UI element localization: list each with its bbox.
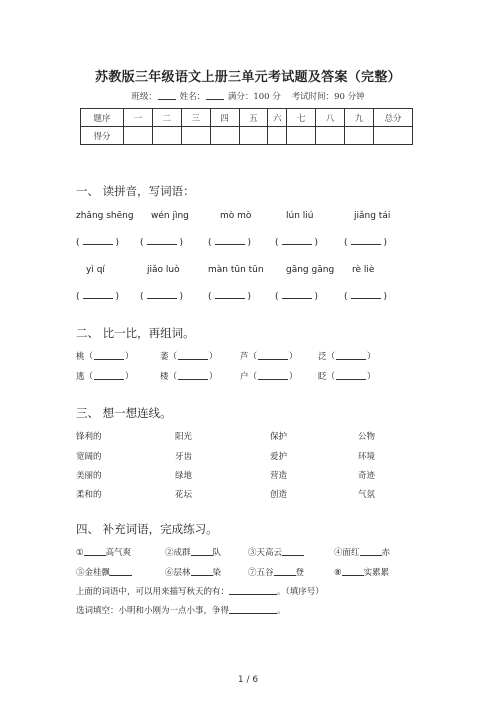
idiom-item	[248, 566, 304, 578]
compare-char: 萎	[160, 352, 169, 362]
match-word[interactable]: 阳光	[175, 432, 193, 442]
score-cell[interactable]	[374, 127, 413, 145]
compare-item	[240, 350, 298, 362]
bracket-close: )	[179, 238, 184, 248]
bracket-close: )	[383, 238, 388, 248]
pinyin-item: zhǎng shēng	[76, 211, 134, 221]
answer-blank[interactable]	[229, 586, 277, 595]
answer-blank[interactable]	[215, 236, 245, 245]
answer-bracket-row	[76, 290, 119, 302]
bracket-open: （	[84, 372, 94, 382]
bracket-close: )	[247, 238, 252, 248]
compare-char: 芦	[240, 352, 249, 362]
answer-bracket-row	[208, 290, 251, 302]
bracket-close: ）	[209, 352, 218, 362]
answer-bracket-row	[275, 236, 318, 248]
compare-item	[160, 370, 218, 382]
bracket-close: ）	[209, 372, 218, 382]
section-heading-3: 三、 想一想连线。	[76, 406, 172, 420]
score-cell[interactable]	[152, 127, 181, 145]
answer-blank[interactable]	[336, 351, 366, 360]
compare-item	[240, 370, 298, 382]
table-cell: 题序	[81, 109, 124, 127]
table-cell: 四	[210, 109, 239, 127]
compare-item	[160, 350, 218, 362]
compare-char: 泛	[318, 352, 327, 362]
bracket-close: ）	[289, 352, 298, 362]
pinyin-item: rè liè	[352, 265, 375, 275]
answer-blank[interactable]	[282, 236, 312, 245]
table-cell: 七	[287, 109, 316, 127]
score-cell[interactable]	[124, 127, 153, 145]
idiom-prefix: ④面红	[334, 548, 360, 558]
match-word[interactable]: 营造	[270, 471, 288, 481]
bracket-open: （	[84, 352, 94, 362]
table-cell: 总分	[374, 109, 413, 127]
answer-bracket-row	[140, 290, 183, 302]
bracket-open: （	[168, 372, 178, 382]
table-cell: 八	[316, 109, 345, 127]
section-heading-4: 四、 补充词语，完成练习。	[76, 522, 218, 536]
score-table-score-row	[81, 127, 413, 145]
answer-blank[interactable]	[178, 371, 208, 380]
bracket-close: ）	[367, 352, 376, 362]
idiom-blank[interactable]	[191, 567, 213, 576]
match-word[interactable]: 创造	[270, 490, 288, 500]
score-cell[interactable]	[239, 127, 268, 145]
idiom-item	[76, 566, 132, 578]
answer-blank[interactable]	[83, 236, 113, 245]
answer-blank[interactable]	[215, 290, 245, 299]
score-table	[80, 108, 413, 145]
compare-char: 桃	[76, 352, 85, 362]
idiom-blank[interactable]	[84, 547, 106, 556]
score-cell[interactable]	[210, 127, 239, 145]
score-cell[interactable]	[316, 127, 345, 145]
compare-char: 楼	[160, 372, 169, 382]
idiom-blank[interactable]	[110, 567, 132, 576]
full-score-label: 满分：100 分	[227, 92, 281, 102]
question-text: 选词填空：小明和小刚为一点小事，争得	[76, 606, 230, 616]
bracket-open: (	[275, 238, 279, 248]
idiom-blank[interactable]	[191, 547, 213, 556]
answer-blank[interactable]	[147, 290, 177, 299]
idiom-blank[interactable]	[282, 547, 304, 556]
answer-blank[interactable]	[83, 290, 113, 299]
compare-item	[318, 370, 376, 382]
page-number: 1 / 6	[237, 675, 259, 685]
bracket-close: )	[115, 238, 120, 248]
exam-time-label: 考试时间：90 分钟	[291, 92, 365, 102]
pinyin-item: lún liú	[286, 211, 314, 221]
bracket-close: ）	[367, 372, 376, 382]
bracket-open: (	[344, 292, 348, 302]
answer-blank[interactable]	[94, 371, 124, 380]
compare-char: 户	[240, 372, 249, 382]
answer-bracket-row	[208, 236, 251, 248]
answer-blank[interactable]	[178, 351, 208, 360]
bracket-close: )	[247, 292, 252, 302]
answer-bracket-row	[344, 290, 387, 302]
bracket-close: ）	[125, 372, 134, 382]
match-word[interactable]: 牙齿	[175, 452, 193, 462]
idiom-suffix: 实累累	[363, 568, 390, 578]
idiom-prefix: ①	[76, 548, 84, 558]
bracket-close: ）	[289, 372, 298, 382]
pinyin-item: wén jìng	[151, 211, 189, 221]
class-label: 班级：	[131, 92, 157, 102]
bracket-open: （	[248, 352, 258, 362]
bracket-close: ）	[125, 352, 134, 362]
idiom-suffix: 登	[295, 568, 305, 578]
match-word[interactable]: 爱护	[270, 452, 288, 462]
bracket-open: (	[76, 292, 80, 302]
idiom-item	[165, 566, 221, 578]
match-word[interactable]: 美丽的	[76, 471, 102, 481]
idiom-blank[interactable]	[342, 567, 364, 576]
table-cell: 九	[345, 109, 374, 127]
question-autumn-words	[76, 585, 324, 597]
answer-blank[interactable]	[147, 236, 177, 245]
idiom-item	[334, 566, 389, 578]
table-cell: 六	[268, 109, 287, 127]
idiom-blank[interactable]	[360, 547, 382, 556]
bracket-open: (	[140, 238, 144, 248]
bracket-close: )	[314, 238, 319, 248]
answer-blank[interactable]	[351, 236, 381, 245]
class-blank[interactable]	[158, 90, 176, 100]
compare-item	[318, 350, 376, 362]
idiom-prefix: ⑦五谷	[248, 568, 274, 578]
answer-bracket-row	[76, 236, 119, 248]
answer-blank[interactable]	[258, 371, 288, 380]
answer-blank[interactable]	[94, 351, 124, 360]
pinyin-item: jiǎng tái	[354, 211, 391, 221]
bracket-close: )	[115, 292, 120, 302]
idiom-suffix: 染	[212, 568, 222, 578]
match-word[interactable]: 宽阔的	[76, 452, 102, 462]
idiom-item	[165, 546, 221, 558]
section-heading-1: 一、 读拼音，写词语：	[76, 184, 195, 198]
idiom-prefix: ③天高云	[248, 548, 283, 558]
bracket-open: (	[208, 292, 212, 302]
answer-blank[interactable]	[229, 605, 277, 614]
question-text: 上面的词语中，可以用来描写秋天的有：	[76, 587, 230, 597]
match-word[interactable]: 花坛	[175, 490, 193, 500]
pinyin-item: mò mò	[220, 211, 252, 221]
bracket-open: （	[168, 352, 178, 362]
score-cell[interactable]	[181, 127, 210, 145]
bracket-open: （	[248, 372, 258, 382]
table-cell: 得分	[81, 127, 124, 145]
bracket-close: )	[179, 292, 184, 302]
name-label: 姓名：	[179, 92, 206, 102]
question-suffix: 。（填序号）	[277, 587, 324, 597]
bracket-open: (	[208, 238, 212, 248]
match-word[interactable]: 气氛	[358, 490, 376, 500]
bracket-open: (	[140, 292, 144, 302]
compare-char: 眨	[318, 372, 327, 382]
question-suffix: 。	[277, 606, 286, 616]
idiom-prefix: ⑥层林	[165, 568, 191, 578]
score-cell[interactable]	[287, 127, 316, 145]
idiom-prefix: ⑧	[334, 568, 342, 578]
match-word[interactable]: 环境	[358, 452, 376, 462]
idiom-suffix: 队	[212, 548, 222, 558]
page-title: 苏教版三年级语文上册三单元考试题及答案（完整）	[95, 70, 401, 85]
compare-item	[76, 350, 134, 362]
match-word[interactable]: 奇迹	[358, 471, 376, 481]
score-table-header-row	[81, 109, 413, 127]
compare-char: 逃	[76, 372, 85, 382]
idiom-suffix: 赤	[381, 548, 391, 558]
match-word[interactable]: 绿地	[175, 471, 193, 481]
answer-blank[interactable]	[336, 371, 366, 380]
idiom-item	[248, 546, 304, 558]
answer-bracket-row	[140, 236, 183, 248]
match-word[interactable]: 保护	[270, 432, 288, 442]
bracket-open: （	[326, 352, 336, 362]
match-word[interactable]: 锋利的	[76, 432, 102, 442]
bracket-close: )	[314, 292, 319, 302]
table-cell: 五	[239, 109, 268, 127]
bracket-open: (	[344, 238, 348, 248]
idiom-blank[interactable]	[274, 567, 296, 576]
match-word[interactable]: 柔和的	[76, 490, 102, 500]
pinyin-item: gāng gāng	[286, 265, 335, 275]
question-fill-word	[76, 604, 286, 616]
bracket-close: )	[383, 292, 388, 302]
section-heading-2: 二、 比一比，再组词。	[76, 326, 195, 340]
answer-bracket-row	[344, 236, 387, 248]
answer-bracket-row	[275, 290, 318, 302]
score-cell[interactable]	[345, 127, 374, 145]
exam-info-line	[0, 90, 496, 102]
answer-blank[interactable]	[258, 351, 288, 360]
answer-blank[interactable]	[282, 290, 312, 299]
score-cell[interactable]	[268, 127, 287, 145]
bracket-open: (	[275, 292, 279, 302]
table-cell: 二	[152, 109, 181, 127]
pinyin-item: màn tūn tūn	[208, 265, 264, 275]
idiom-item	[76, 546, 131, 558]
bracket-open: (	[76, 238, 80, 248]
idiom-item	[334, 546, 390, 558]
answer-blank[interactable]	[351, 290, 381, 299]
table-cell: 一	[124, 109, 153, 127]
match-word[interactable]: 公物	[358, 432, 376, 442]
name-blank[interactable]	[206, 90, 224, 100]
idiom-prefix: ②成群	[165, 548, 191, 558]
idiom-prefix: ⑤金桂飘	[76, 568, 111, 578]
pinyin-item: yì qí	[86, 265, 105, 275]
pinyin-item: jiǎo luò	[147, 265, 180, 275]
bracket-open: （	[326, 372, 336, 382]
table-cell: 三	[181, 109, 210, 127]
compare-item	[76, 370, 134, 382]
idiom-suffix: 高气爽	[105, 548, 132, 558]
